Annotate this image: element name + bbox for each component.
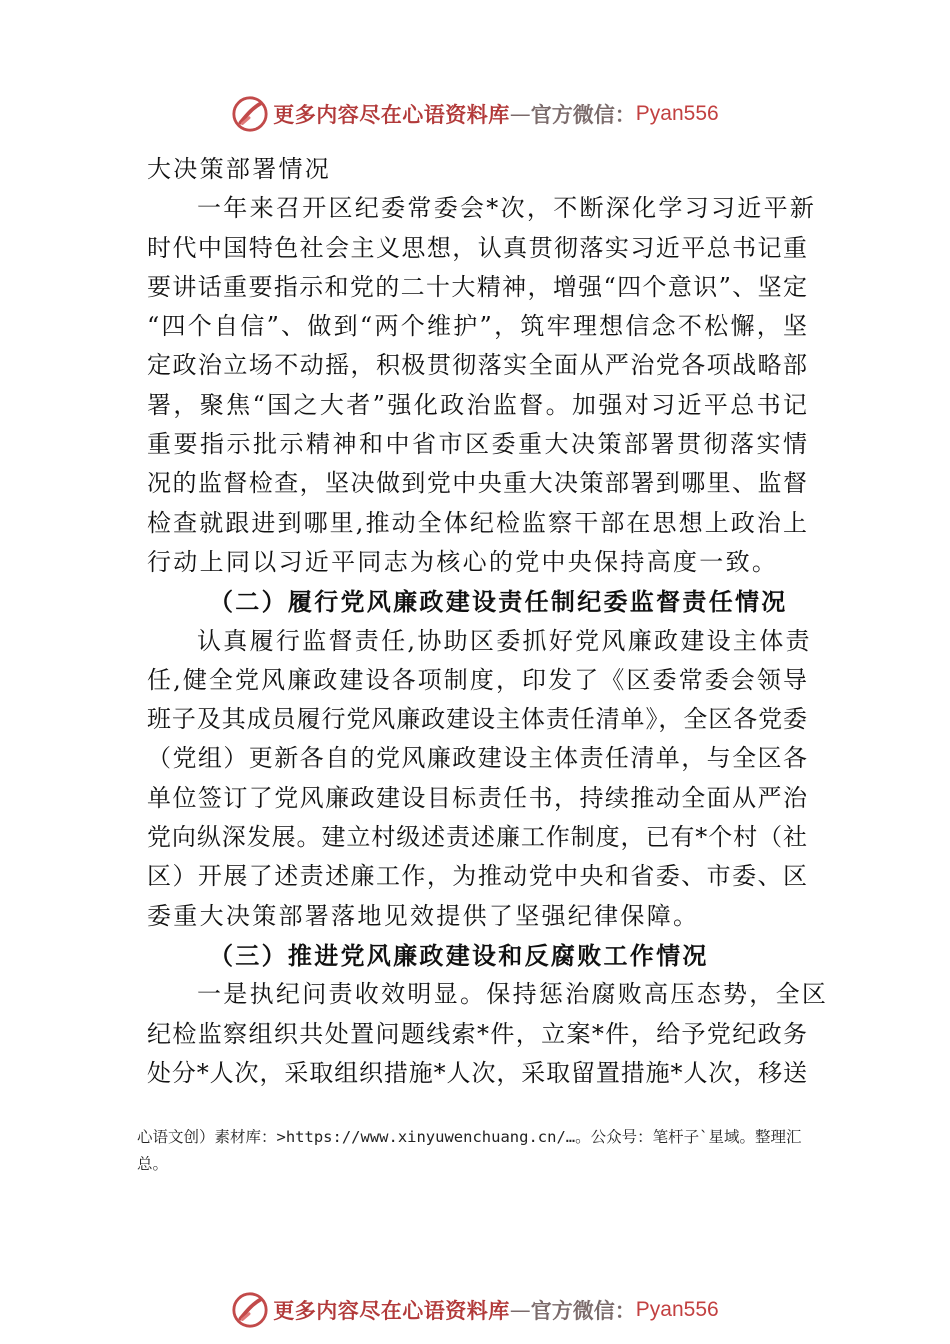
- body-line: 委重大决策部署落地见效提供了坚强纪律保障。: [147, 901, 700, 930]
- body-line: 纪检监察组织共处置问题线索*件，立案*件，给予党纪政务: [147, 1019, 807, 1048]
- body-line: 单位签订了党风廉政建设目标责任书，持续推动全面从严治: [147, 783, 807, 812]
- body-line: 一是执纪问责收效明显。保持惩治腐败高压态势，全区: [197, 980, 829, 1009]
- body-line: 区）开展了述责述廉工作，为推动党中央和省委、市委、区: [147, 862, 807, 891]
- body-line: 处分*人次，采取组织措施*人次，采取留置措施*人次，移送: [147, 1058, 807, 1087]
- body-line: 检查就跟进到哪里,推动全体纪检监察干部在思想上政治上: [147, 508, 807, 537]
- footer-note-line: 总。: [137, 1155, 169, 1173]
- body-line: 要讲话重要指示和党的二十大精神，增强“四个意识”、坚定: [147, 272, 807, 301]
- body-line: 况的监督检查，坚决做到党中央重大决策部署到哪里、监督: [147, 469, 807, 498]
- body-line: 行动上同以习近平同志为核心的党中央保持高度一致。: [147, 547, 779, 576]
- document-body: [147, 150, 829, 1093]
- banner-wechat-label: 官方微信：: [530, 1299, 636, 1323]
- section-heading: （三）推进党风廉政建设和反腐败工作情况: [209, 940, 709, 970]
- header-banner: [0, 94, 950, 134]
- body-line: 时代中国特色社会主义思想，认真贯彻落实习近平总书记重: [147, 233, 807, 262]
- banner-separator: —: [509, 102, 531, 126]
- footer-note-line: 心语文创）素材库：>https://www.xinyuwenchuang.cn/…。公众号：笔杆子`星域。整理汇: [137, 1128, 802, 1146]
- body-line: 重要指示批示精神和中省市区委重大决策部署贯彻落实情: [147, 430, 807, 459]
- body-line: 党向纵深发展。建立村级述责述廉工作制度，已有*个村（社: [147, 823, 807, 852]
- banner-slogan: 更多内容尽在心语资料库: [273, 103, 510, 127]
- body-line: 一年来召开区纪委常委会*次，不断深化学习习近平新: [197, 194, 817, 223]
- banner-wechat-label: 官方微信：: [530, 103, 636, 127]
- body-line: “四个自信”、做到“两个维护”，筑牢理想信念不松懈，坚: [147, 312, 807, 341]
- brush-logo-icon: [231, 95, 269, 133]
- banner-separator: —: [509, 1298, 531, 1322]
- body-line: （党组）更新各自的党风廉政建设主体责任清单，与全区各: [147, 744, 807, 773]
- footer-note: [137, 1124, 817, 1178]
- brush-logo-icon: [231, 1291, 269, 1329]
- body-line: 班子及其成员履行党风廉政建设主体责任清单》，全区各党委: [147, 705, 807, 734]
- banner-slogan: 更多内容尽在心语资料库: [273, 1299, 510, 1323]
- body-line: 定政治立场不动摇，积极贯彻落实全面从严治党各项战略部: [147, 351, 807, 380]
- body-line: 认真履行监督责任,协助区委抓好党风廉政建设主体责: [197, 626, 812, 655]
- banner-wechat-id: Pyan556: [635, 102, 719, 125]
- body-line: 大决策部署情况: [147, 155, 332, 183]
- body-line: 任,健全党风廉政建设各项制度，印发了《区委常委会领导: [147, 665, 807, 694]
- footer-banner: [0, 1290, 950, 1330]
- body-line: 署，聚焦“国之大者”强化政治监督。加强对习近平总书记: [147, 390, 807, 419]
- section-heading: （二）履行党风廉政建设责任制纪委监督责任情况: [209, 587, 788, 617]
- banner-wechat-id: Pyan556: [635, 1298, 719, 1321]
